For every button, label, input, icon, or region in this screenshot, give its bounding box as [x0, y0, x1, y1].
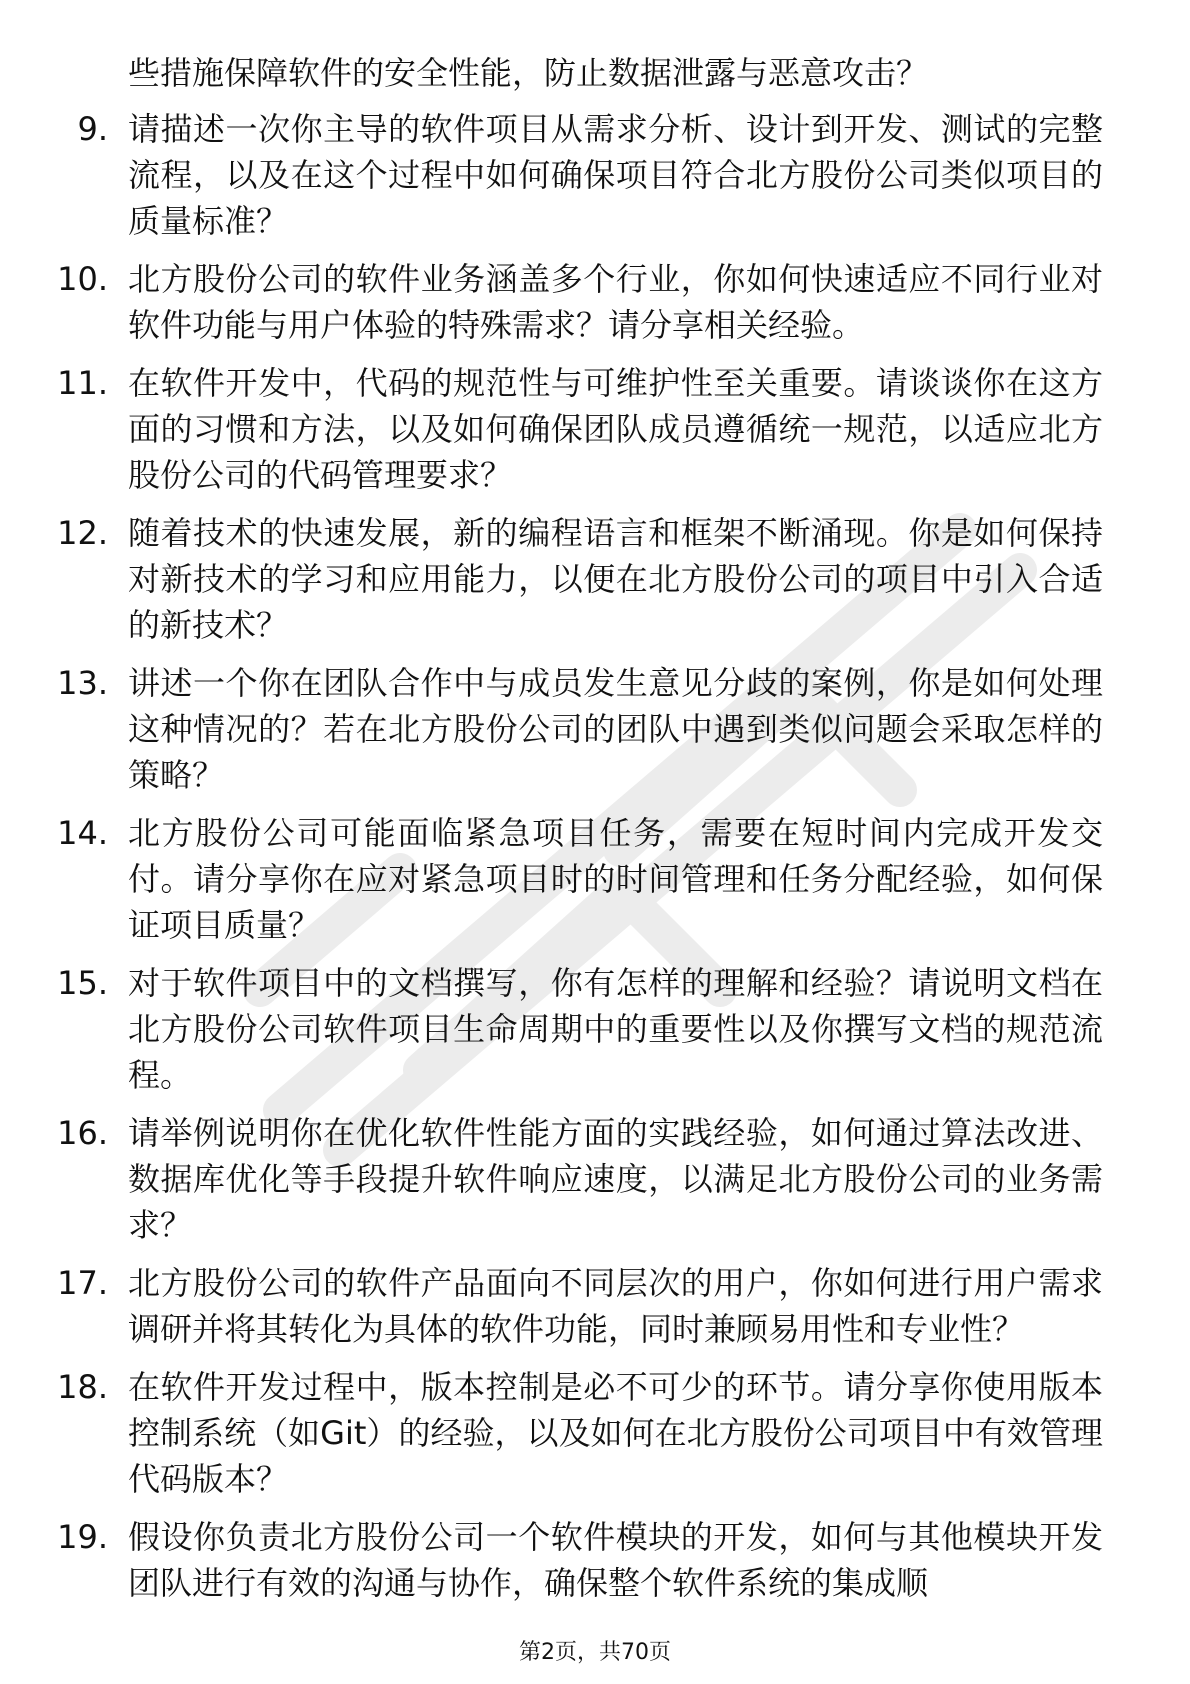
question-item — [0, 1514, 1190, 1606]
question-number: 15. — [57, 964, 108, 1002]
question-text: 请描述一次你主导的软件项目从需求分析、设计到开发、测试的完整流程，以及在这个过程中如何确保项目符合北方股份公司类似项目的质量标准？ — [128, 110, 1103, 240]
question-number: 17. — [57, 1264, 108, 1302]
question-number: 18. — [57, 1368, 108, 1406]
question-item — [0, 1260, 1190, 1352]
question-item — [0, 106, 1190, 244]
question-text: 对于软件项目中的文档撰写，你有怎样的理解和经验？请说明文档在北方股份公司软件项目生命周期中的重要性以及你撰写文档的规范流程。 — [128, 964, 1103, 1094]
question-number: 16. — [57, 1114, 108, 1152]
question-text: 假设你负责北方股份公司一个软件模块的开发，如何与其他模块开发团队进行有效的沟通与协作，确保整个软件系统的集成顺 — [128, 1518, 1103, 1602]
question-item — [0, 810, 1190, 948]
question-item — [0, 256, 1190, 348]
question-item — [0, 360, 1190, 498]
question-item — [0, 510, 1190, 648]
question-number: 10. — [57, 260, 108, 298]
question-number: 13. — [57, 664, 108, 702]
continued-paragraph: 些措施保障软件的安全性能，防止数据泄露与恶意攻击？ — [128, 54, 929, 92]
question-text: 在软件开发中，代码的规范性与可维护性至关重要。请谈谈你在这方面的习惯和方法，以及如何确保团队成员遵循统一规范，以适应北方股份公司的代码管理要求？ — [128, 364, 1103, 494]
question-text: 讲述一个你在团队合作中与成员发生意见分歧的案例，你是如何处理这种情况的？若在北方股份公司的团队中遇到类似问题会采取怎样的策略？ — [128, 664, 1103, 794]
question-text: 北方股份公司的软件产品面向不同层次的用户，你如何进行用户需求调研并将其转化为具体的软件功能，同时兼顾易用性和专业性？ — [128, 1264, 1103, 1348]
question-number: 12. — [57, 514, 108, 552]
question-text: 北方股份公司的软件业务涵盖多个行业，你如何快速适应不同行业对软件功能与用户体验的特殊需求？请分享相关经验。 — [128, 260, 1103, 344]
question-item — [0, 660, 1190, 798]
question-text: 在软件开发过程中，版本控制是必不可少的环节。请分享你使用版本控制系统（如Git）的经验，以及如何在北方股份公司项目中有效管理代码版本？ — [128, 1368, 1103, 1498]
question-text: 请举例说明你在优化软件性能方面的实践经验，如何通过算法改进、数据库优化等手段提升软件响应速度，以满足北方股份公司的业务需求？ — [128, 1114, 1103, 1244]
question-text: 北方股份公司可能面临紧急项目任务，需要在短时间内完成开发交付。请分享你在应对紧急项目时的时间管理和任务分配经验，如何保证项目质量？ — [128, 814, 1103, 944]
question-number: 9. — [77, 110, 108, 148]
question-number: 19. — [57, 1518, 108, 1556]
question-number: 14. — [57, 814, 108, 852]
question-item — [0, 960, 1190, 1098]
question-item — [0, 1110, 1190, 1248]
question-number: 11. — [57, 364, 108, 402]
question-text: 随着技术的快速发展，新的编程语言和框架不断涌现。你是如何保持对新技术的学习和应用能力，以便在北方股份公司的项目中引入合适的新技术？ — [128, 514, 1103, 644]
question-item — [0, 1364, 1190, 1502]
page-footer: 第2页，共70页 — [519, 1640, 671, 1665]
question-list — [0, 106, 1190, 1618]
